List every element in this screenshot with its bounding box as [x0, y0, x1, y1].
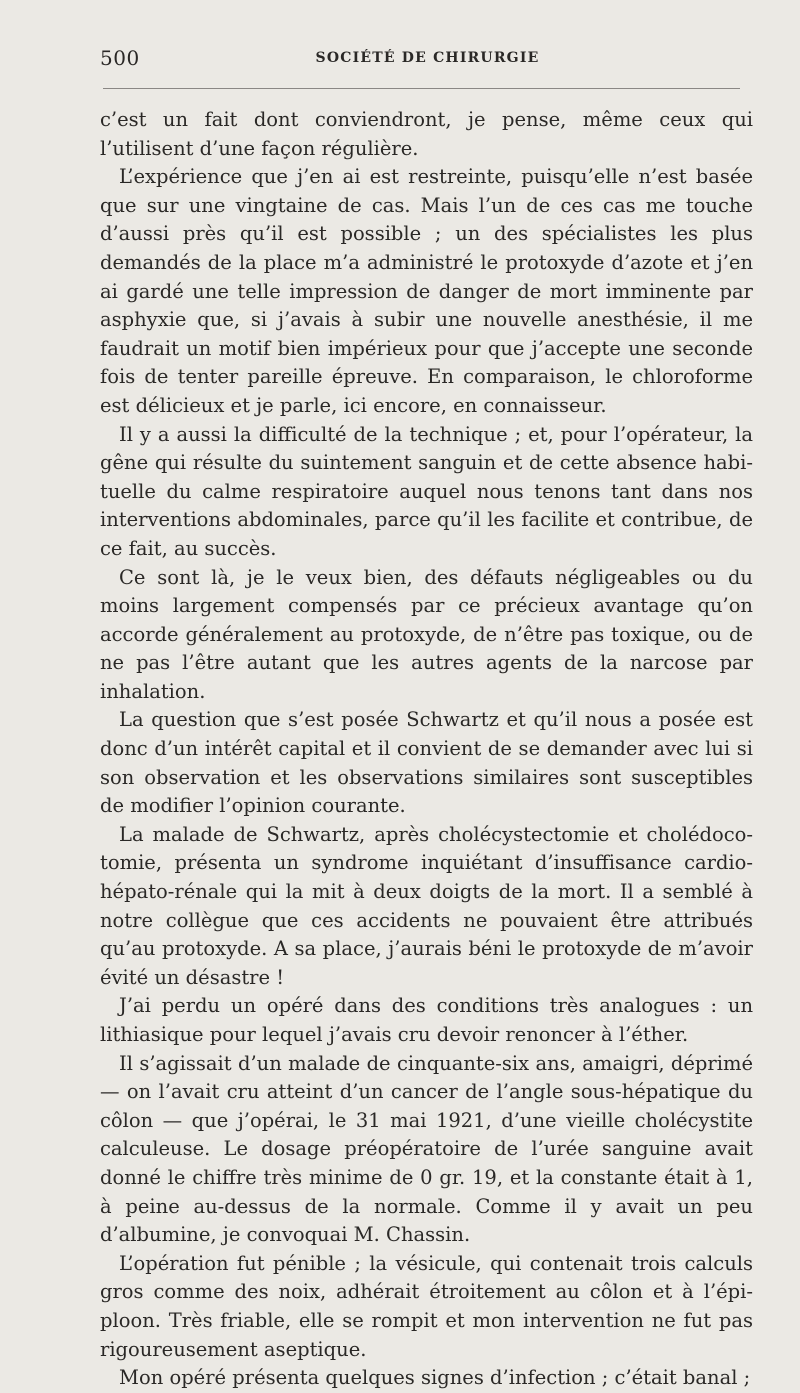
- running-title: SOCIÉTÉ DE CHIRURGIE: [315, 50, 540, 66]
- paragraph: Il s’agissait d’un malade de cinquante-six ans, amaigri, déprimé — on l’avait cru atteint d’un cancer de l’angle sous-hépatique du côlon — que j’opérai, le 31 mai 1921, d’une vieille cholécystite calculeuse. Le dosage préopératoire de l’urée sanguine avait donné le chiffre très minime de 0 gr. 19, et la constante était à 1, à peine au-dessus de la normale. Comme il y avait un peu d’albumine, je convoquai M. Chassin.: [100, 1051, 753, 1247]
- page-number: 500: [100, 46, 140, 70]
- page-header: [100, 44, 755, 74]
- paragraph: L’opération fut pénible ; la vésicule, qui contenait trois calculs gros comme des noix, adhérait étroitement au côlon et à l’épiploon. Très friable, elle se rompit et mon intervention ne fut pas rigoureusement aseptique.: [100, 1251, 753, 1361]
- paragraph: J’ai perdu un opéré dans des conditions très analogues : un lithiasique pour lequel j’avais cru devoir renoncer à l’éther.: [100, 994, 753, 1046]
- paragraph: La question que s’est posée Schwartz et qu’il nous a posée est donc d’un intérêt capital et il convient de se demander avec lui si son observation et les observations similaires sont susceptibles de modifier l’opinion courante.: [100, 708, 753, 818]
- header-rule: [103, 88, 740, 89]
- paragraph: Il y a aussi la difficulté de la technique ; et, pour l’opérateur, la gêne qui résulte du suintement sanguin et de cette absence habituelle du calme respiratoire auquel nous tenons tant dans nos interventions abdominales, parce qu’il les facilite et contribue, de ce fait, au succès.: [100, 422, 753, 560]
- paragraph: Mon opéré présenta quelques signes d’infection ; c’était banal ;: [119, 1366, 751, 1390]
- paragraph: c’est un fait dont conviendront, je pense, même ceux qui l’utilisent d’une façon régulière.: [100, 108, 753, 160]
- paragraph: La malade de Schwartz, après cholécystectomie et cholédocotomie, présenta un syndrome inquiétant d’insuffisance cardio-hépato-rénale qui la mit à deux doigts de la mort. Il a semblé à notre collègue que ces accidents ne pouvaient être attribués qu’au protoxyde. A sa place, j’aurais béni le protoxyde de m’avoir évité un désastre !: [100, 822, 753, 989]
- paragraph: Ce sont là, je le veux bien, des défauts négligeables ou du moins largement compensés par ce précieux avantage qu’on accorde généralement au protoxyde, de n’être pas toxique, ou de ne pas l’être autant que les autres agents de la narcose par inhalation.: [100, 565, 753, 703]
- paragraph: L’expérience que j’en ai est restreinte, puisqu’elle n’est basée que sur une vingtaine de cas. Mais l’un de ces cas me touche d’aussi près qu’il est possible ; un des spécialistes les plus demandés de la place m’a administré le protoxyde d’azote et j’en ai gardé une telle impression de danger de mort imminente par asphyxie que, si j’avais à subir une nouvelle anesthésie, il me faudrait un motif bien impérieux pour que j’accepte une seconde fois de tenter pareille épreuve. En comparaison, le chloroforme est délicieux et je parle, ici encore, en connaisseur.: [100, 165, 753, 417]
- body-text: [100, 106, 753, 1393]
